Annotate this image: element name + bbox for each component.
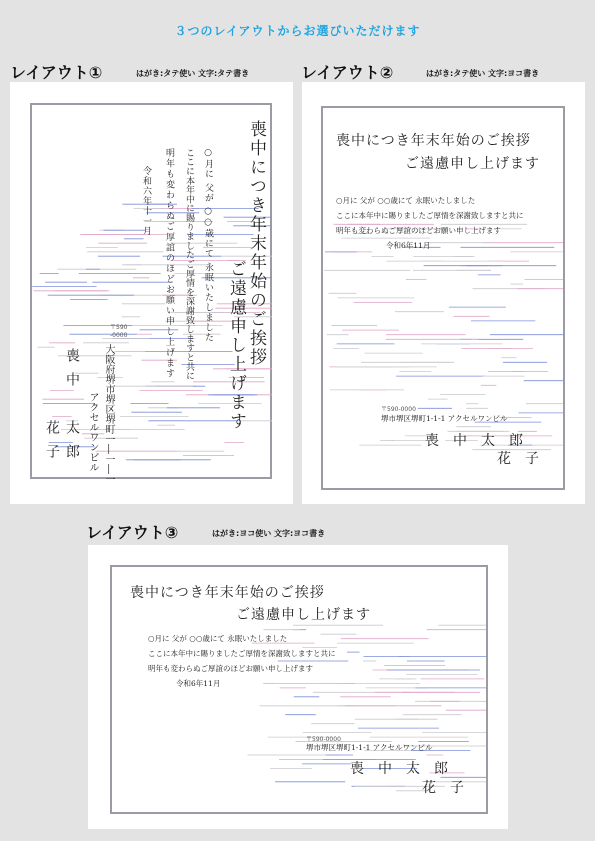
layout-1-building: アクセルワンビル xyxy=(87,392,98,472)
layout-3-postal-code: 〒590-0000 xyxy=(306,736,341,743)
layout-2-card xyxy=(302,82,585,504)
layout-3-address: 堺市堺区堺町1-1-1 アクセルワンビル xyxy=(306,743,433,752)
layout-1-greeting-line-2: ご遠慮申し上げます xyxy=(226,260,246,431)
layout-3-body-line-3: 明年も変わらぬご厚誼のほどお願い申し上げます xyxy=(148,664,313,673)
layout-1-date: 令和六年十一月 xyxy=(141,166,151,236)
layout-1-name-3: 花子 xyxy=(44,420,60,468)
layout-1-postal-line-2: -0000 xyxy=(110,332,128,339)
layout-3-name-line-1: 喪 中 太 郎 xyxy=(350,761,448,777)
layout-3-greeting-line-2: ご遠慮申し上げます xyxy=(236,607,371,623)
layout-2-name-line-2: 花 子 xyxy=(497,451,539,467)
layout-1-postal-line-1: 〒590 xyxy=(110,324,128,331)
layout-3-subtitle: はがき:ヨコ使い 文字:ヨコ書き xyxy=(212,529,326,538)
layout-2-body-line-2: ここに本年中に賜りましたご厚情を深謝致しますと共に xyxy=(336,211,524,220)
layout-2-name-line-1: 喪 中 太 郎 xyxy=(425,433,523,449)
layout-3-body-line-2: ここに本年中に賜りましたご厚情を深謝致しますと共に xyxy=(148,649,336,658)
layout-1-title: レイアウト① xyxy=(10,63,103,82)
layout-3-greeting-line-1: 喪中につき年末年始のご挨拶 xyxy=(130,585,325,601)
layout-1-name-1: 喪中 xyxy=(64,348,80,396)
layout-1-name-2: 太郎 xyxy=(64,420,80,468)
layout-2-date: 令和6年11月 xyxy=(386,241,431,250)
layout-1-body-line-2: ここに本年中に賜りましたご厚情を深謝致しますと共に xyxy=(184,148,194,381)
layout-2-address: 堺市堺区堺町1-1-1 アクセルワンビル xyxy=(381,414,508,423)
layout-2-postal-code: 〒590-0000 xyxy=(381,406,416,413)
layout-1-body-line-1: ○月に 父が ○○歳にて 永眠いたしました xyxy=(203,148,213,343)
layout-3-date: 令和6年11月 xyxy=(176,679,221,688)
layout-2-subtitle: はがき:タテ使い 文字:ヨコ書き xyxy=(426,69,540,78)
layout-2-body-line-1: ○月に 父が ○○歳にて 永眠いたしました xyxy=(336,196,476,205)
layout-1-address: 大阪府堺市堺区堺町一―一―一 xyxy=(103,344,114,484)
layout-1-subtitle: はがき:タテ使い 文字:タテ書き xyxy=(136,69,250,78)
layout-1-postal-code xyxy=(110,324,127,340)
layout-1-body-line-3: 明年も変わらぬご厚誼のほどお願い申し上げます xyxy=(164,148,174,379)
layout-1-card xyxy=(10,82,293,504)
layout-3-name-line-2: 花 子 xyxy=(422,780,464,796)
layout-3-title: レイアウト③ xyxy=(86,523,179,542)
layout-2-greeting-line-2: ご遠慮申し上げます xyxy=(405,156,540,172)
layout-2-body-line-3: 明年も変わらぬご厚誼のほどお願い申し上げます xyxy=(336,226,501,235)
layout-2-greeting-line-1: 喪中につき年末年始のご挨拶 xyxy=(336,133,531,149)
layout-3-card xyxy=(88,545,508,829)
layout-1-greeting-line-1: 喪中につき年末年始のご挨拶 xyxy=(246,120,266,367)
page-headline: ３つのレイアウトからお選びいただけます xyxy=(174,24,421,38)
layout-2-title: レイアウト② xyxy=(301,63,394,82)
layout-3-body-line-1: ○月に 父が ○○歳にて 永眠いたしました xyxy=(148,634,288,643)
